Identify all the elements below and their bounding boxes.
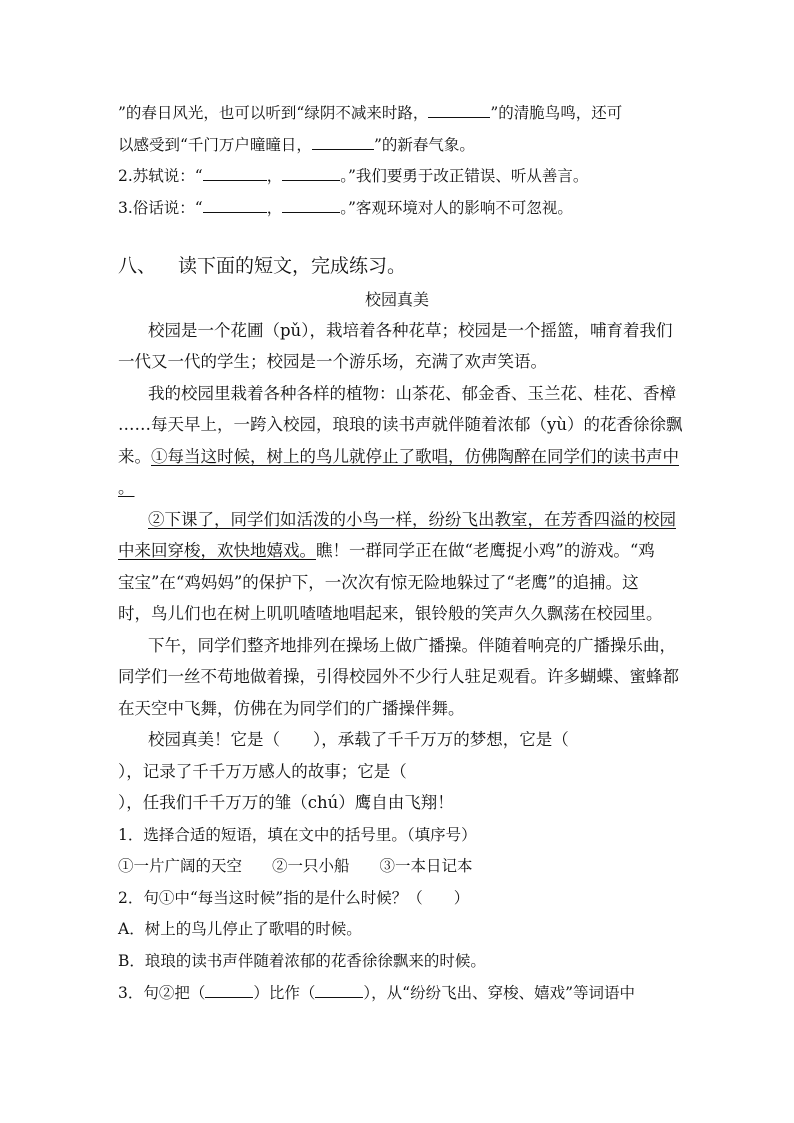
q7-line-1 <box>118 102 622 123</box>
passage-line <box>148 510 676 530</box>
section-title: 读下面的短文，完成练习。 <box>178 255 407 277</box>
passage-line <box>118 478 135 498</box>
passage-line: 校园是一个花圃（pǔ），栽培着各种花草；校园是一个摇篮，哺育着我们 <box>148 321 673 340</box>
question-3 <box>118 982 635 1003</box>
passage-line <box>118 447 679 467</box>
passage-line: ），任我们千千万万的雏（chú）鹰自由飞翔！ <box>118 793 454 812</box>
text: ”的新春气象。 <box>373 136 475 154</box>
underlined-sentence-1-end: 。 <box>118 478 135 497</box>
text: 3.俗话说：“ <box>118 199 203 217</box>
option: ②一只小船 <box>272 857 350 875</box>
answer-blank[interactable] <box>428 102 490 118</box>
underlined-sentence-2-end: 中来回穿梭，欢快地嬉戏。 <box>118 541 316 560</box>
answer-blank[interactable] <box>203 165 267 181</box>
passage-line: 校园真美！它是（ ），承载了千千万万的梦想，它是（ <box>148 730 569 749</box>
answer-blank[interactable] <box>312 134 374 150</box>
q7-line-2 <box>118 134 475 155</box>
question-2: 2．句①中“每当这时候”指的是什么时候？（ ） <box>118 889 470 907</box>
text: 3．句②把（ <box>118 984 206 1002</box>
option: ①一片广阔的天空 <box>118 857 243 875</box>
question-1-options <box>118 856 473 876</box>
text: ， <box>266 199 283 217</box>
text: 。”客观环境对人的影响不可忽视。 <box>340 199 573 217</box>
passage-line <box>118 541 655 561</box>
passage-line: 同学们一丝不苟地做着操，引得校园外不少行人驻足观看。许多蝴蝶、蜜蜂都 <box>118 667 679 686</box>
answer-blank[interactable] <box>205 982 253 998</box>
question-1: 1．选择合适的短语，填在文中的括号里。（填序号） <box>118 826 477 844</box>
passage-line: ），记录了千千万万感人的故事；它是（ <box>118 762 407 781</box>
answer-blank[interactable] <box>282 165 340 181</box>
q7-item-3 <box>118 197 573 218</box>
text: 。”我们要勇于改正错误、听从善言。 <box>340 167 589 185</box>
passage-title: 校园真美 <box>364 290 429 309</box>
text: ）比作（ <box>253 984 316 1002</box>
answer-blank[interactable] <box>315 982 363 998</box>
question-2-option-a: A．树上的鸟儿停止了歌唱的时候。 <box>118 920 362 938</box>
text: ），从“纷纷飞出、穿梭、嬉戏”等词语中 <box>363 984 635 1002</box>
answer-blank[interactable] <box>282 197 340 213</box>
text: ”的春日风光，也可以听到“绿阴不减来时路， <box>118 104 429 122</box>
passage-line: 下午，同学们整齐地排列在操场上做广播操。伴随着响亮的广播操乐曲， <box>148 636 676 655</box>
text: ， <box>266 167 283 185</box>
passage-line: 在天空中飞舞，仿佛在为同学们的广播操伴舞。 <box>118 699 465 718</box>
passage-line: 我的校园里栽着各种各样的植物：山茶花、郁金香、玉兰花、桂花、香樟 <box>148 384 676 403</box>
section-number: 八、 <box>118 255 157 277</box>
underlined-sentence-1: ①每当这时候，树上的鸟儿就停止了歌唱，仿佛陶醉在同学们的读书声中 <box>151 447 679 466</box>
answer-blank[interactable] <box>203 197 267 213</box>
passage-line: ……每天早上，一跨入校园，琅琅的读书声就伴随着浓郁（yù）的花香徐徐飘 <box>118 415 683 434</box>
option: ③一本日记本 <box>379 857 473 875</box>
text: ”的清脆鸟鸣，还可 <box>490 104 623 122</box>
text: 2.苏轼说：“ <box>118 167 203 185</box>
passage-line: 宝宝”在“鸡妈妈”的保护下，一次次有惊无险地躲过了“老鹰”的追捕。这 <box>118 573 639 592</box>
underlined-sentence-2: ②下课了，同学们如活泼的小鸟一样，纷纷飞出教室，在芳香四溢的校园 <box>148 510 676 529</box>
passage-line: 时，鸟儿们也在树上叽叽喳喳地唱起来，银铃般的笑声久久飘荡在校园里。 <box>118 604 663 623</box>
text: 以感受到“千门万户曈曈日， <box>118 136 312 154</box>
text: 瞧！一群同学正在做“老鹰捉小鸡”的游戏。“鸡 <box>316 541 655 560</box>
section-8-heading <box>118 254 406 278</box>
q7-item-2 <box>118 165 588 186</box>
question-2-option-b: B．琅琅的读书声伴随着浓郁的花香徐徐飘来的时候。 <box>118 952 486 970</box>
passage-line: 一代又一代的学生；校园是一个游乐场，充满了欢声笑语。 <box>118 352 547 371</box>
text: 来。 <box>118 447 151 466</box>
